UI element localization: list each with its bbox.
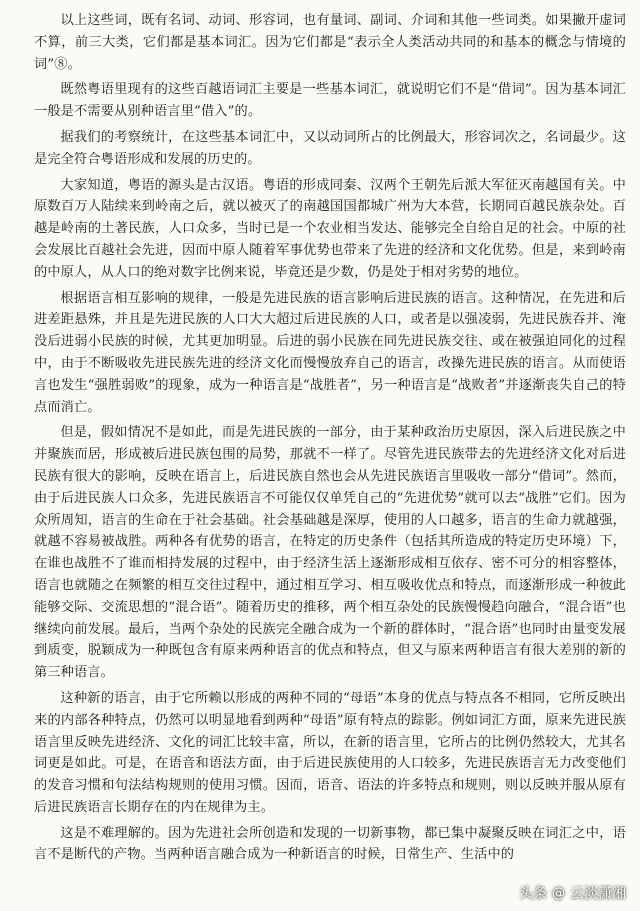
- paragraph: 根据语言相互影响的规律，一般是先进民族的语言影响后进民族的语言。这种情况，在先进和后进差距悬殊，并且是先进民族的人口大大超过后进民族的人口，或者是以强凌弱，先进民族吞并、淹没后进弱小民族的时候，尤其更加明显。后进的弱小民族在同先进民族交往、或在被强迫同化的过程中，由于不断吸收先进民族先进的经济文化而慢慢放弃自己的语言，改操先进民族的语言。从而使语言也发生“强胜弱败”的现象，成为一种语言是“战胜者”，另一种语言是“战败者”并逐渐丧失自己的特点而消亡。: [34, 290, 626, 415]
- paragraph: 这种新的语言，由于它所赖以形成的两种不同的“母语”本身的优点与特点各不相同，它所反映出来的内部各种特点，仍然可以明显地看到两种“母语”原有特点的踪影。例如词汇方面，原来先进民族语言里反映先进经济、文化的词汇比较丰富，所以，在新的语言里，它所占的比例仍然较大，尤其名词更是如此。可是，在语音和语法方面，由于后进民族使用的人口较多，先进民族语言无力改变他们的发音习惯和句法结构规则的使用习惯。因而，语音、语法的许多特点和规则，则以反映并服从原有后进民族语言长期存在的内在规律为主。: [34, 690, 626, 815]
- watermark-account: 云淡潇湘: [570, 886, 626, 902]
- paragraph: 但是，假如情况不是如此，而是先进民族的一部分，由于某种政治历史原因，深入后进民族之中并聚族而居，形成被后进民族包围的局势，那就不一样了。尽管先进民族带去的先进经济文化对后进民族有很大的影响，反映在语言上，后进民族自然也会从先进民族语言里吸收一部分“借词”。然而，由于后进民族人口众多，先进民族语言不可能仅仅单凭自己的“先进优势”就可以去“战胜”它们。因为众所周知，语言的生命在于社会基础。社会基础越是深厚，使用的人口越多，语言的生命力就越强，就越不容易被战胜。两种各有优势的语言，在特定的历史条件（包括其所造成的特定历史环境）下，在谁也战胜不了谁而相持发展的过程中，由于经济生活上逐渐形成相互依存、密不可分的相容整体，语言也就随之在频繁的相互交往过程中，通过相互学习、相互吸收优点和特点，而逐渐形成一种彼此能够交际、交流思想的“混合语”。随着历史的推移，两个相互杂处的民族慢慢趋向融合，“混合语”也继续向前发展。最后，当两个杂处的民族完全融合成为一个新的群体时，“混合语”也同时由量变发展到质变，脱颖成为一种既包含有原来两种语言的优点和特点，但又与原来两种语言有很大差别的新的第三种语言。: [34, 425, 626, 681]
- watermark-platform: 头条: [519, 886, 547, 902]
- paragraph: 既然粤语里现有的这些百越语词汇主要是一些基本词汇，就说明它们不是“借词”。因为基本词汇一般是不需要从别种语言里“借入”的。: [34, 82, 626, 120]
- paragraph: 大家知道，粤语的源头是古汉语。粤语的形成同秦、汉两个王朝先后派大军征灭南越国有关。中原数百万人陆续来到岭南之后，就以被灭了的南越国国都城广州为大本营，长期同百越民族杂处。百越是岭南的土著民族，人口众多，当时已是一个农业相当发达、能够完全自给自足的社会。中原的社会发展比百越社会先进，因而中原人随着军事优势也带来了先进的经济和文化优势。但是，来到岭南的中原人，从人口的绝对数字比例来说，毕竟还是少数，仍是处于相对劣势的地位。: [34, 177, 626, 280]
- paragraph: 据我们的考察统计，在这些基本词汇中，又以动词所占的比例最大，形容词次之，名词最少。这是完全符合粤语形成和发展的历史的。: [34, 129, 626, 167]
- paragraph: 这是不难理解的。因为先进社会所创造和发现的一切新事物，都已集中凝聚反映在词汇之中，语言不是断代的产物。当两种语言融合成为一种新语言的时候，日常生产、生活中的: [34, 825, 626, 863]
- paragraph: 以上这些词，既有名词、动词、形容词，也有量词、副词、介词和其他一些词类。如果撇开虚词不算，前三大类，它们都是基本词汇。因为它们都是“表示全人类活动共同的和基本的概念与情境的词”⑧。: [34, 13, 626, 72]
- watermark: [519, 883, 626, 903]
- watermark-at: @: [552, 885, 565, 901]
